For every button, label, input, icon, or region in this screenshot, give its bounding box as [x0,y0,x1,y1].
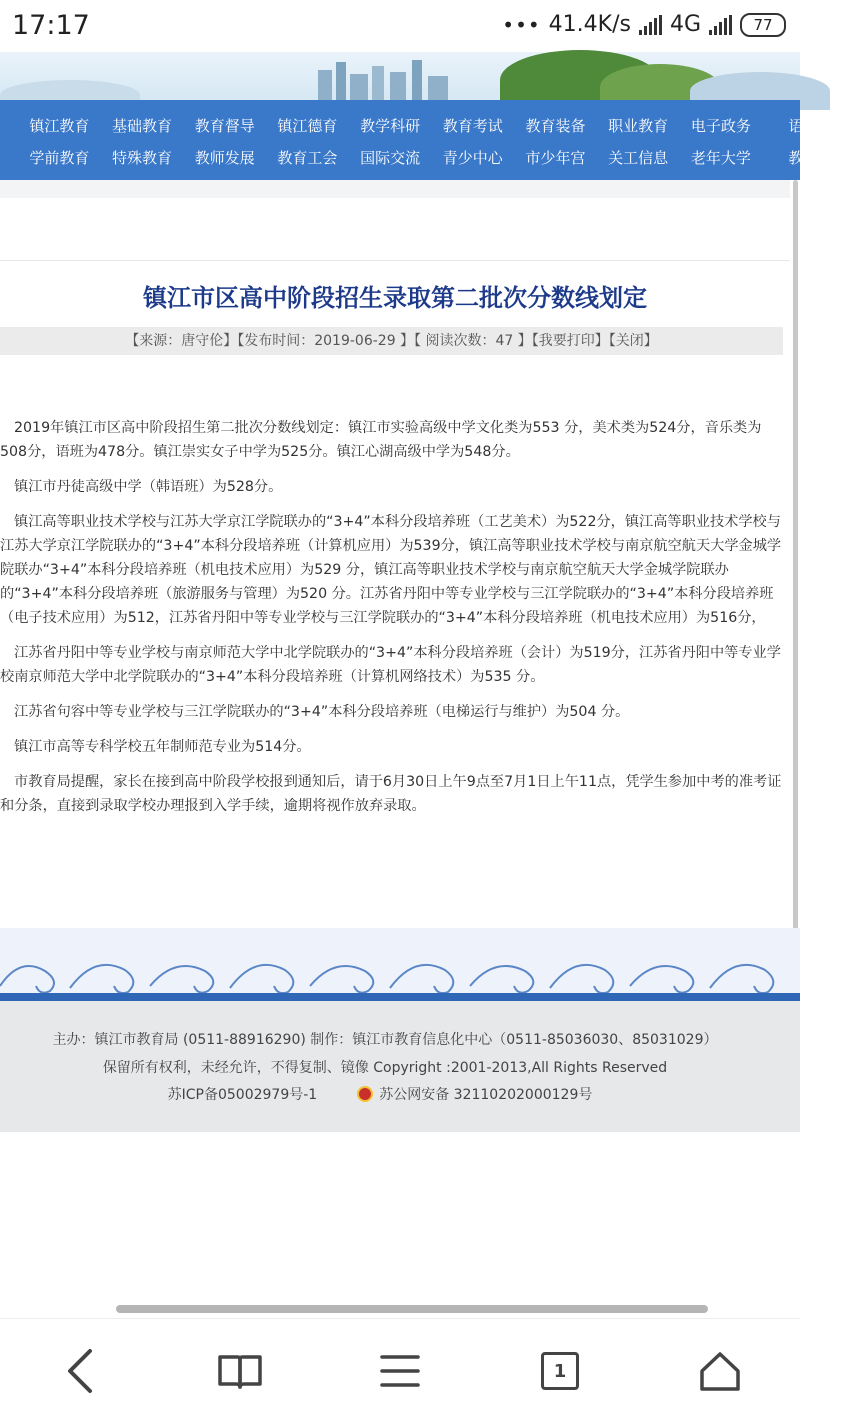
menu-icon [378,1351,422,1391]
nav-row-2 [0,142,845,174]
icp-link[interactable]: 苏ICP备05002979号-1 [167,1087,318,1103]
home-icon [698,1349,742,1393]
footer-copyright: 保留所有权利，未经允许，不得复制、镜像 Copyright :2001-2013,All Rights Reserved [102,1060,668,1076]
article-paragraph: 市教育局提醒，家长在接到高中阶段学校报到通知后，请于6月30日上午9点至7月1日上午11点，凭学生参加中考的准考证和分条，直接到录取学校办理报到入学手续，逾期将视作放弃录取。 [0,774,782,814]
tabs-button[interactable] [528,1343,592,1399]
police-record-text: 苏公网安备 32110202000129号 [379,1087,593,1103]
battery-icon: 77 [740,13,786,37]
nav-item-education-exams[interactable]: 教育考试 [442,117,503,135]
article-paragraph: 镇江市高等专科学校五年制师范专业为514分。 [14,739,311,755]
print-link[interactable]: 【我要打印】 [531,333,609,349]
nav-item-education-union[interactable]: 教育工会 [277,149,338,167]
signal-icon [639,15,662,35]
bookmarks-icon [216,1351,264,1391]
article-paragraph: 江苏省句容中等专业学校与三江学院联办的“3+4”本科分段培养班（电梯运行与维护）为504 分。 [14,704,630,720]
article-source: 【来源：唐守伦】 [125,333,238,349]
article-publish-time: 【发布时间：2019-06-29 】 [237,333,415,349]
home-button[interactable] [688,1343,752,1399]
nav-item-childrens-palace[interactable]: 市少年宫 [525,149,586,167]
nav-row-1 [0,110,845,142]
nav-item-guangong-info[interactable]: 关工信息 [608,149,669,167]
article-paragraph: 2019年镇江市区高中阶段招生第二批次分数线划定：镇江市实验高级中学文化类为553 分，美术类为524分，音乐类为508分，语班为478分。镇江崇实女子中学为525分。镇江心湖高级中学为548分。 [0,420,762,460]
police-badge-icon [357,1086,373,1102]
nav-item-education-more[interactable]: 教育 [788,149,819,167]
nav-item-education-supervision[interactable]: 教育督导 [194,117,255,135]
status-time: 17:17 [12,10,90,41]
footer-sponsor: 主办：镇江市教育局 (0511-88916290) 制作：镇江市教育信息化中心（0511-85036030、85031029） [52,1032,718,1048]
network-type: 4G [669,12,701,37]
horizontal-scrollbar[interactable] [116,1305,708,1313]
nav-item-e-government[interactable]: 电子政务 [690,117,751,135]
nav-item-teacher-development[interactable]: 教师发展 [194,149,255,167]
nav-item-special-education[interactable]: 特殊教育 [112,149,173,167]
header-spacer [0,180,790,198]
article-body [0,416,786,818]
status-bar [0,0,800,52]
main-nav [0,100,819,180]
footer-registration [0,1084,760,1104]
tabs-icon: 1 [541,1352,579,1390]
article-paragraph: 镇江市丹徒高级中学（韩语班）为528分。 [14,479,283,495]
back-button[interactable] [48,1343,112,1399]
nav-item-senior-university[interactable]: 老年大学 [690,149,751,167]
back-icon [60,1347,100,1395]
article-read-count: 【 阅读次数：47 】 [414,333,532,349]
menu-button[interactable] [368,1343,432,1399]
nav-item-moral-education[interactable]: 镇江德育 [277,117,338,135]
more-dots-icon: ••• [502,12,541,37]
network-speed: 41.4K/s [548,12,631,37]
status-indicators [502,12,786,37]
nav-item-language[interactable]: 语言 [788,117,819,135]
site-footer [0,1001,800,1132]
close-link[interactable]: 【关闭】 [608,333,658,349]
bookmarks-button[interactable] [208,1343,272,1399]
police-record[interactable] [357,1084,592,1104]
nav-item-education-equipment[interactable]: 教育装备 [525,117,586,135]
footer-top-border [0,993,800,1001]
signal-icon-2 [709,15,732,35]
nav-item-youth-center[interactable]: 青少中心 [442,149,503,167]
article-meta [0,327,783,355]
divider [0,260,790,261]
nav-item-basic-education[interactable]: 基础教育 [112,117,173,135]
article-paragraph: 镇江高等职业技术学校与江苏大学京江学院联办的“3+4”本科分段培养班（工艺美术）为522分，镇江高等职业技术学校与江苏大学京江学院联办的“3+4”本科分段培养班（计算机应用）为539分，镇江高等职业技术学校与南京航空航天大学金城学院联办“3+4”本科分段培养班（机电技术应用）为529 分，镇江高等职业技术学校与南京航空航天大学金城学院联办的“3+4”本科分段培养班（旅游服务与管理）为520 分。江苏省丹阳中等专业学校与三江学院联办的“3+4”本科分段培养班（电子技术应用）为512，江苏省丹阳中等专业学校与三江学院联办的“3+4”本科分段培养班（机电技术应用）为516分， [0,514,782,626]
nav-item-international-exchange[interactable]: 国际交流 [360,149,421,167]
site-banner [0,52,800,100]
browser-toolbar [0,1318,800,1422]
article-paragraph: 江苏省丹阳中等专业学校与南京师范大学中北学院联办的“3+4”本科分段培养班（会计）为519分，江苏省丹阳中等专业学校南京师范大学中北学院联办的“3+4”本科分段培养班（计算机网络技术）为535 分。 [0,645,781,685]
nav-item-vocational-education[interactable]: 职业教育 [608,117,669,135]
article-title: 镇江市区高中阶段招生录取第二批次分数线划定 [143,284,647,312]
nav-item-teaching-research[interactable]: 教学科研 [360,117,421,135]
nav-item-preschool-education[interactable]: 学前教育 [29,149,90,167]
nav-item-zhenjiang-education[interactable]: 镇江教育 [29,117,90,135]
